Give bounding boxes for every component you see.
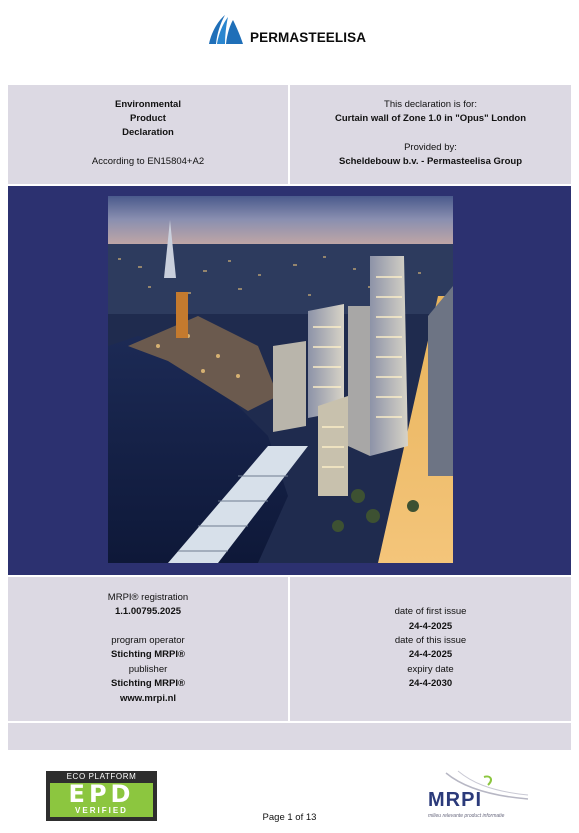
epd-badge-top: ECO PLATFORM [66, 772, 137, 781]
provided-by-label: Provided by: [404, 142, 457, 153]
building-photo [108, 196, 453, 563]
this-issue-value: 24-4-2025 [408, 649, 453, 660]
first-issue-value: 24-4-2025 [408, 621, 453, 632]
program-operator-value: Stichting MRPI® [110, 649, 186, 660]
publisher-value: Stichting MRPI® [110, 678, 186, 689]
first-issue-label: date of first issue [394, 606, 467, 617]
epd-standard: According to EN15804+A2 [91, 156, 205, 167]
declaration-for-value: Curtain wall of Zone 1.0 in "Opus" London [334, 113, 527, 124]
epd-title-line2: Product [130, 113, 166, 124]
permasteelisa-mark-icon [206, 14, 246, 46]
permasteelisa-logo [206, 14, 376, 48]
epd-badge-mid: EPD [68, 780, 135, 808]
registration-label: MRPI® registration [107, 592, 189, 603]
expiry-date-label: expiry date [407, 664, 454, 675]
epd-badge-bottom: VERIFIED [75, 806, 128, 815]
declaration-for-label: This declaration is for: [384, 99, 477, 110]
mrpi-name: MRPI [428, 789, 482, 811]
this-issue-label: date of this issue [394, 635, 467, 646]
expiry-date-value: 24-4-2030 [408, 678, 453, 689]
epd-title-line1: Environmental [115, 99, 181, 110]
publisher-label: publisher [128, 664, 168, 675]
mrpi-tagline: milieu relevante product informatie [428, 813, 505, 819]
provided-by-value: Scheldebouw b.v. - Permasteelisa Group [338, 156, 522, 167]
epd-title-line3: Declaration [122, 127, 174, 138]
page-number: Page 1 of 13 [262, 812, 317, 823]
website-link[interactable]: www.mrpi.nl [119, 693, 177, 704]
bottom-strip [8, 723, 571, 750]
brand-name: PERMASTEELISA [250, 30, 367, 45]
mrpi-logo [428, 769, 532, 825]
program-operator-label: program operator [111, 635, 185, 646]
registration-value: 1.1.00795.2025 [114, 606, 182, 617]
